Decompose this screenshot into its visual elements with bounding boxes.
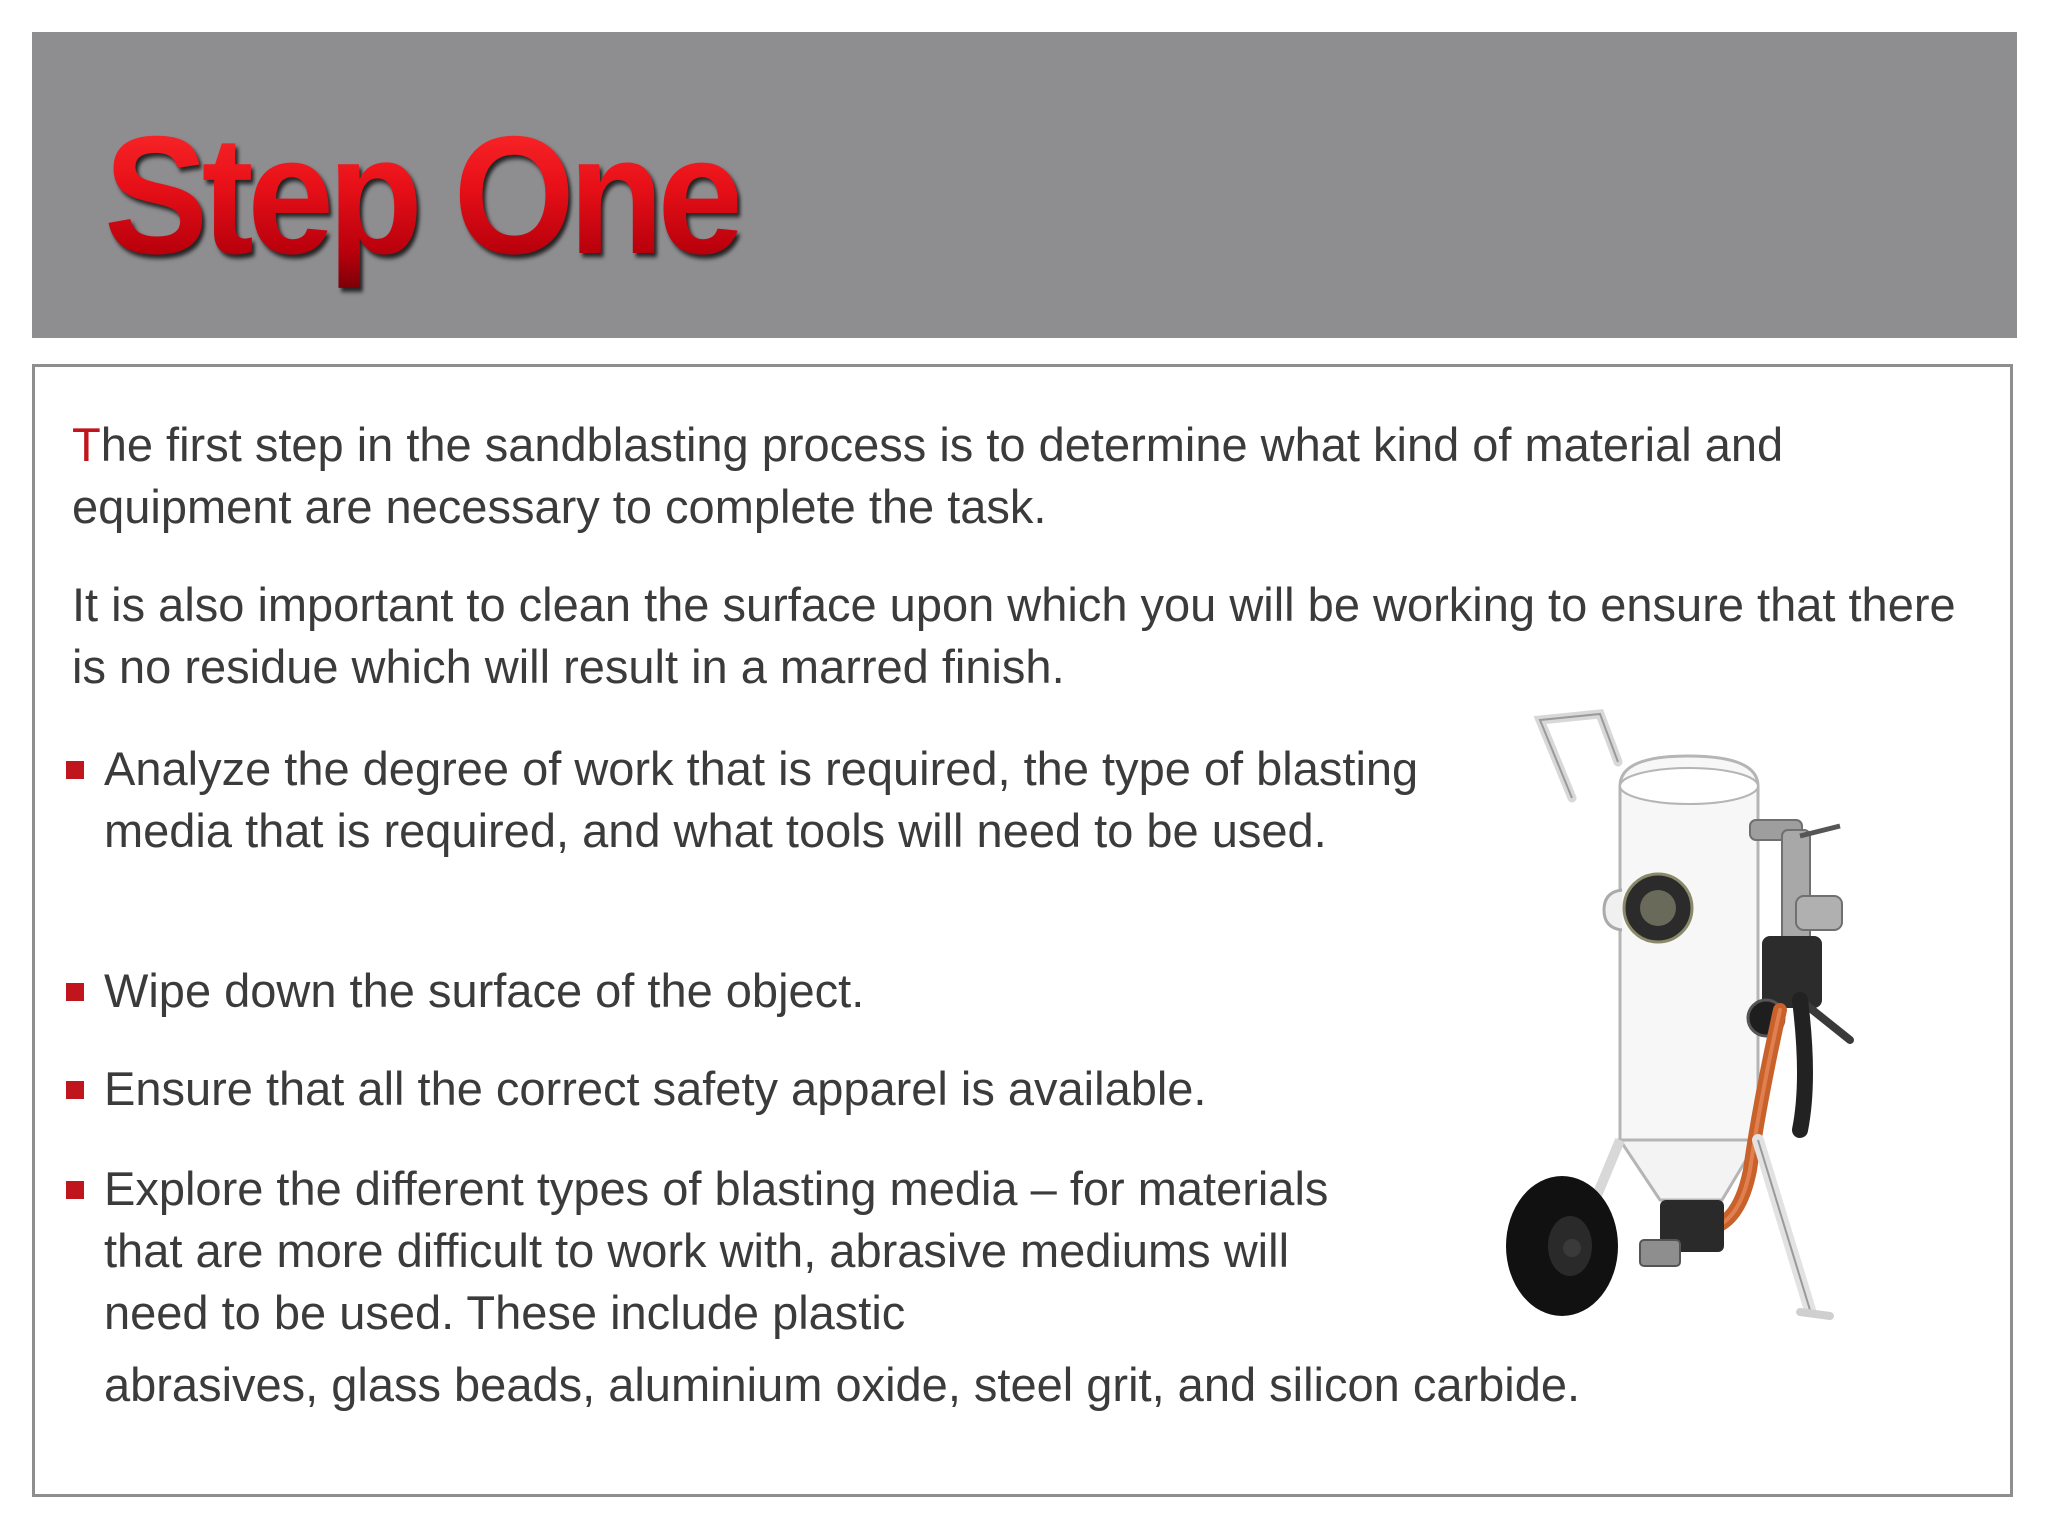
- slide-title: Step One: [104, 101, 738, 289]
- bullet-marker-2: [66, 983, 84, 1001]
- intro-first-letter: T: [72, 418, 101, 471]
- bullet-marker-1: [66, 761, 84, 779]
- intro-rest: he first step in the sandblasting process is to determine what kind of material and equipment are necessary to complete the task.: [72, 418, 1784, 533]
- bullet-item-3: Ensure that all the correct safety apparel is available.: [104, 1062, 1207, 1115]
- intro-paragraph: [72, 414, 1972, 538]
- bullet-marker-4: [66, 1181, 84, 1199]
- bullet-marker-3: [66, 1081, 84, 1099]
- bullet-item-4: Explore the different types of blasting media – for materials that are more difficult to work with, abrasive mediums will need to be used. These include plastic: [104, 1162, 1329, 1339]
- bullet-item-1: Analyze the degree of work that is required, the type of blasting media that is required, and what tools will need to be used.: [104, 742, 1419, 857]
- sandblaster-image: [1500, 700, 1920, 1340]
- bullet-item-4-last-line: abrasives, glass beads, aluminium oxide, steel grit, and silicon carbide.: [104, 1358, 1581, 1411]
- paragraph-2: It is also important to clean the surface upon which you will be working to ensure that there is no residue which will result in a marred finish.: [72, 578, 1956, 693]
- bullet-item-2: Wipe down the surface of the object.: [104, 964, 865, 1017]
